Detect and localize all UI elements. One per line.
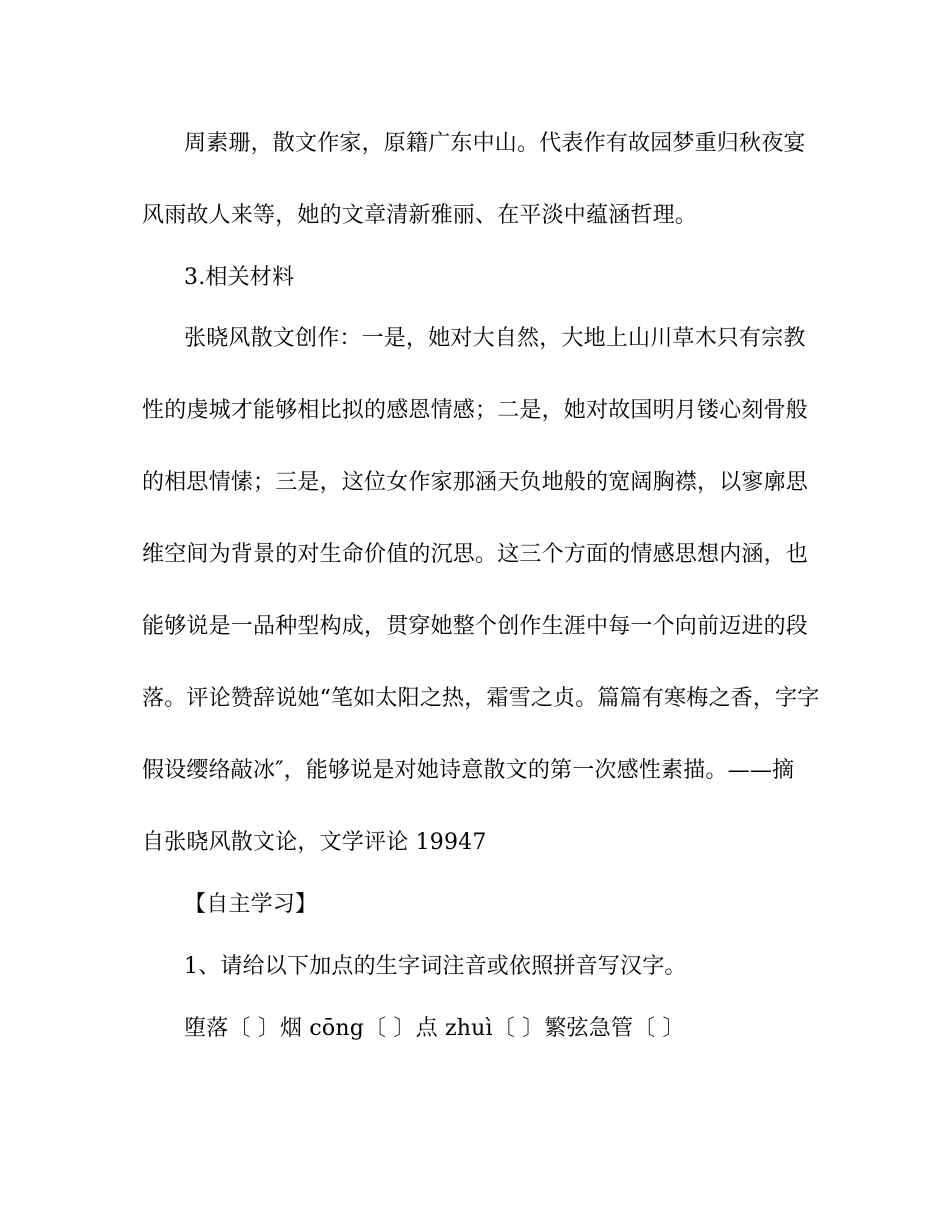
exercise-instruction: 1、请给以下加点的生字词注音或依照拼音写汉字。 xyxy=(184,954,687,979)
paragraph-author-bio-line-2: 风雨故人来等，她的文章清新雅丽、在平淡中蕴涵哲理。 xyxy=(142,203,698,228)
paragraph-materials-line-1: 张晓风散文创作：一是，她对大自然，大地上山川草木只有宗教 xyxy=(184,326,806,351)
paragraph-materials-line-3: 的相思情愫；三是，这位女作家那涵天负地般的宽阔胸襟，以寥廓思 xyxy=(142,470,809,495)
section-heading-related-materials: 3.相关材料 xyxy=(184,265,295,290)
section-heading-self-study: 【自主学习】 xyxy=(184,892,318,917)
paragraph-materials-line-8: 自张晓风散文论，文学评论 19947 xyxy=(142,830,487,855)
paragraph-materials-line-7: 假设缨络敲冰″，能够说是对她诗意散文的第一次感性素描。——摘 xyxy=(142,758,795,783)
paragraph-materials-line-5: 能够说是一品种型构成，贯穿她整个创作生涯中每一个向前迈进的段 xyxy=(142,614,809,639)
paragraph-materials-line-4: 维空间为背景的对生命价值的沉思。这三个方面的情感思想内涵，也 xyxy=(142,542,809,567)
paragraph-materials-line-6: 落。评论赞辞说她“笔如太阳之热，霜雪之贞。篇篇有寒梅之香，字字 xyxy=(142,686,820,711)
paragraph-author-bio-line-1: 周素珊，散文作家，原籍广东中山。代表作有故园梦重归秋夜宴 xyxy=(184,131,806,156)
exercise-items: 堕落〔 〕烟 cōng〔 〕点 zhuì〔 〕繁弦急管〔 〕 xyxy=(184,1016,685,1041)
paragraph-materials-line-2: 性的虔城才能够相比拟的感恩情感；二是，她对故国明月镂心刻骨般 xyxy=(142,398,809,423)
